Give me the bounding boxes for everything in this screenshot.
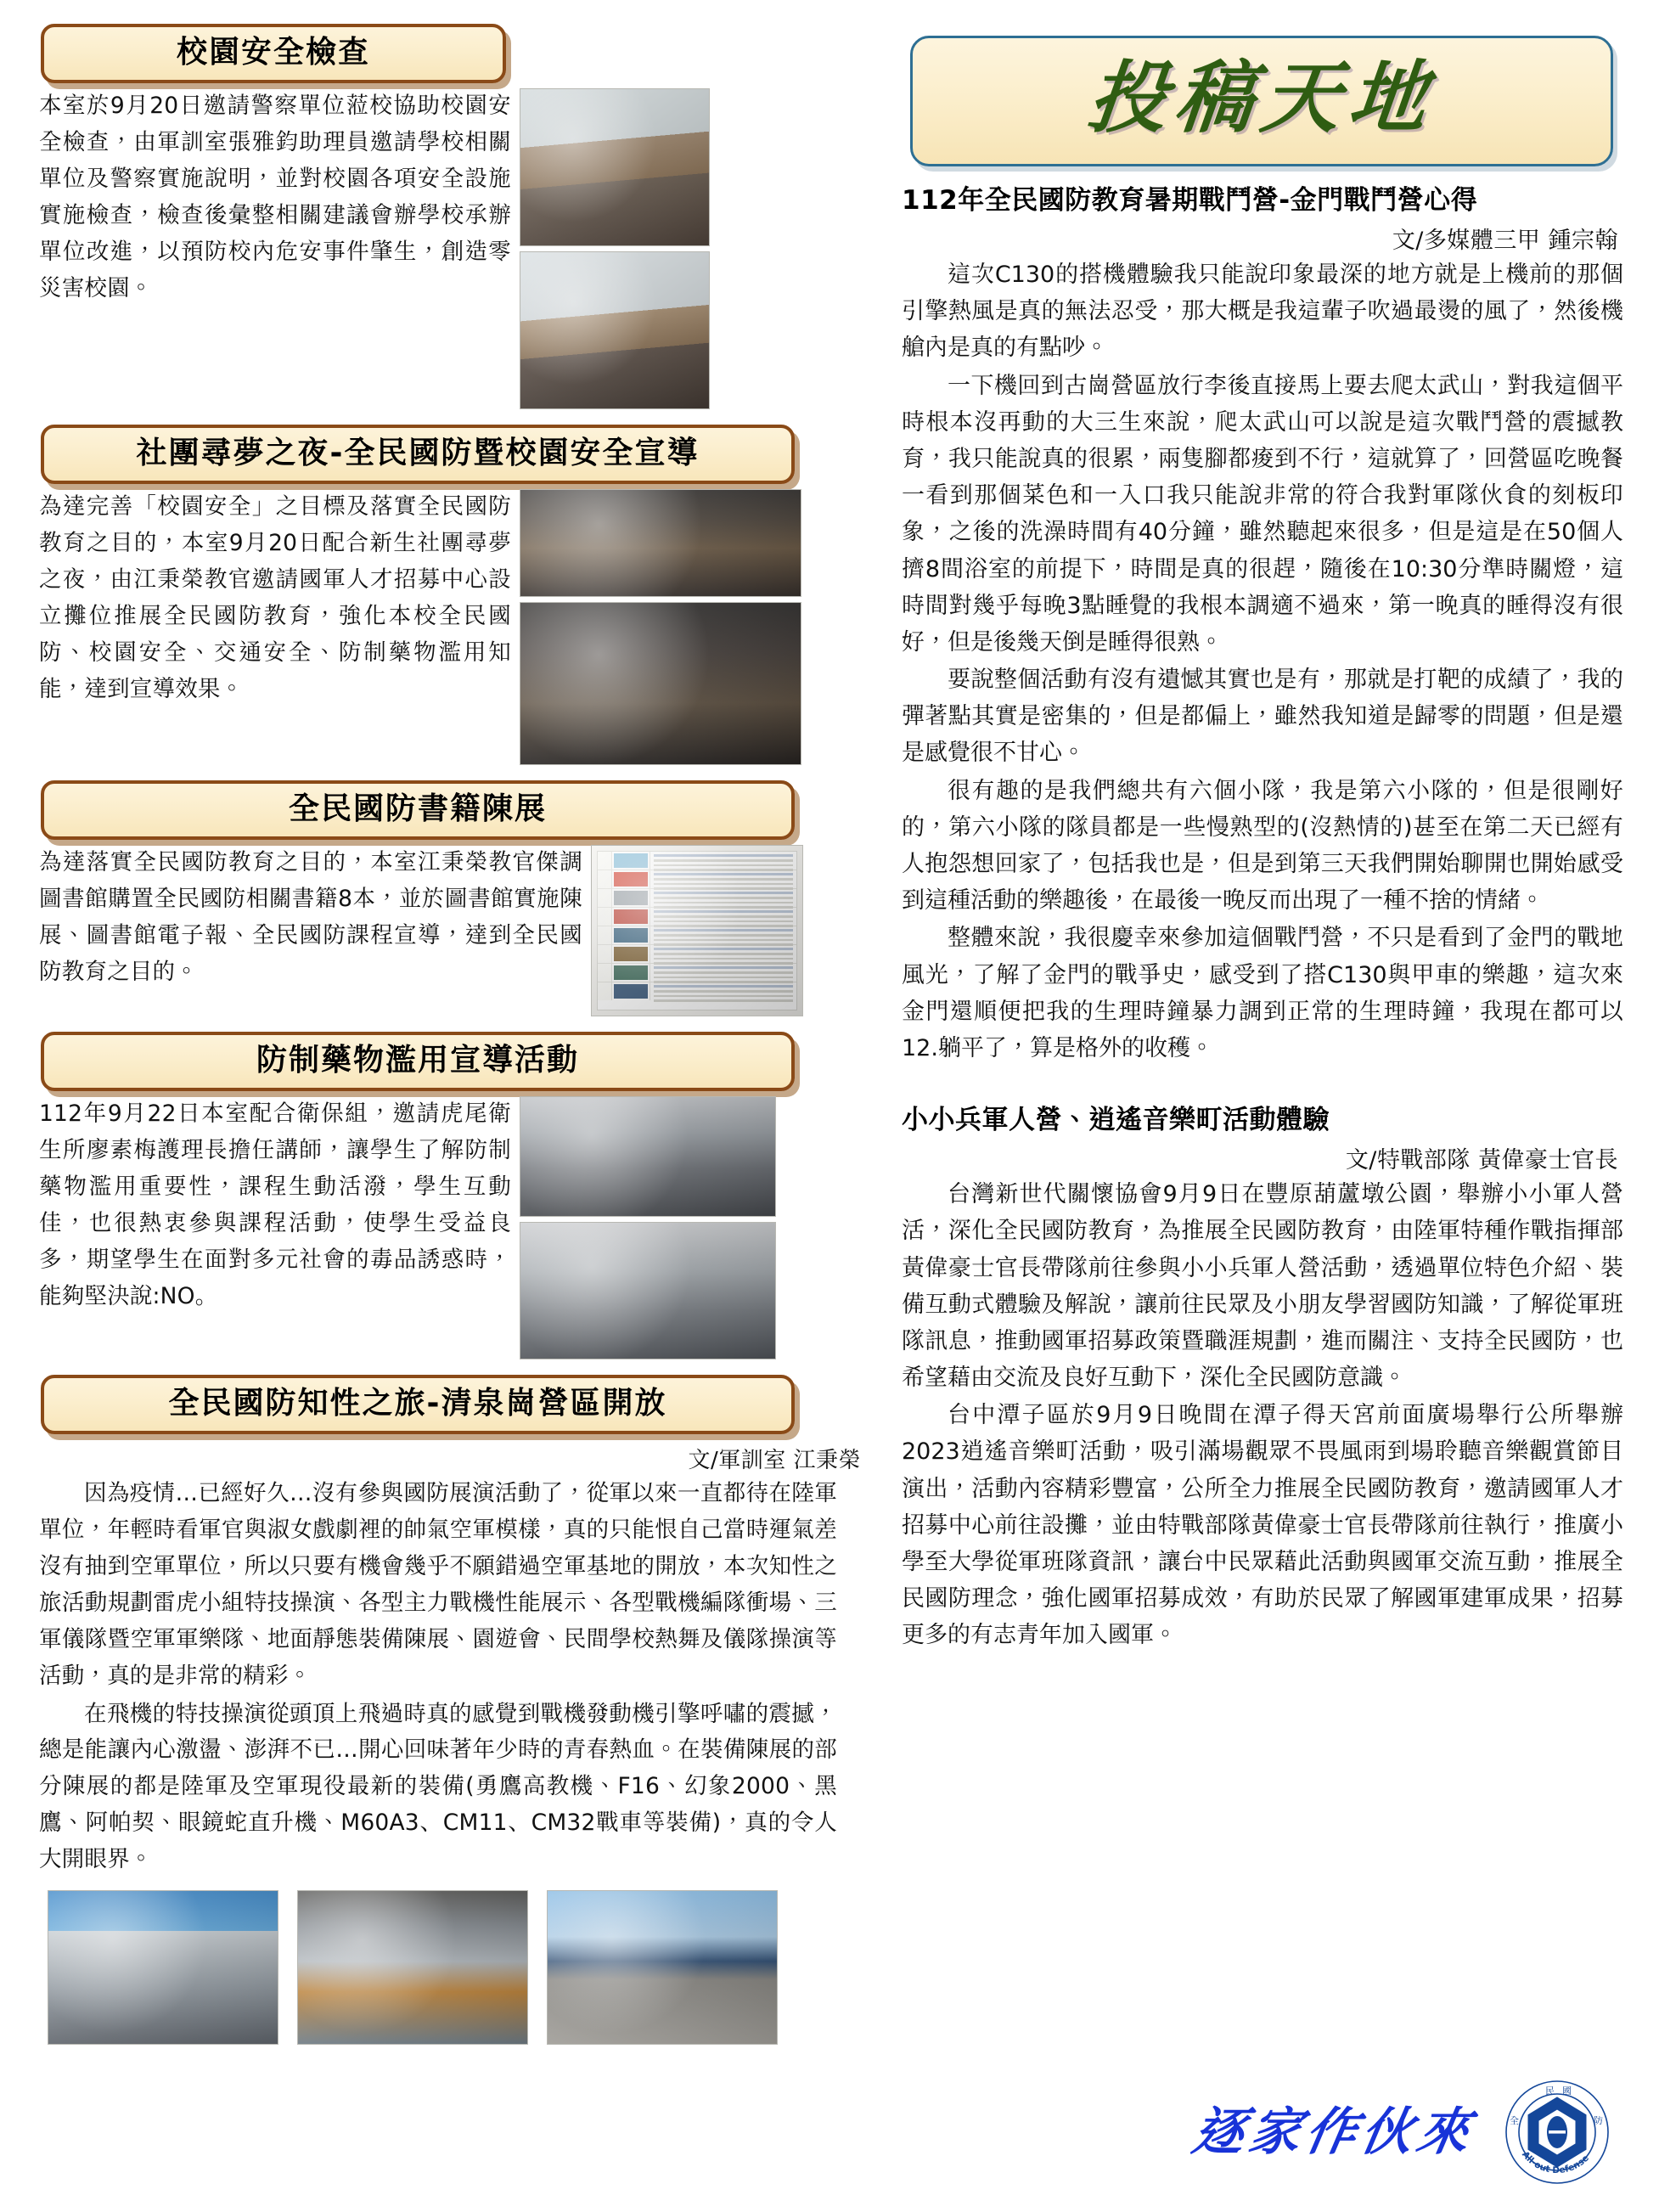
svg-text:防: 防 [1594, 2115, 1603, 2126]
photo-club-night-1 [520, 489, 801, 597]
photo-safety-meeting-1 [520, 88, 710, 246]
article-paragraph: 很有趣的是我們總共有六個小隊，我是第六小隊的，但是很剛好的，第六小隊的隊員都是一些慢熟型的(沒熱情的)甚至在第二天已經有人抱怨想回家了，包括我也是，但是到第三天我們開始聊開也開始感受到這種活動的樂趣後，在最後一晚反而出現了一種不捨的情緒。 [902, 777, 1623, 915]
article-byline: 文/特戰部隊 黃偉豪士官長 [1345, 1147, 1618, 1174]
left-column [29, 24, 878, 2188]
article-title: 112年全民國防教育暑期戰鬥營-金門戰鬥營心得 [902, 185, 1478, 216]
article-title: 小小兵軍人營、逍遙音樂町活動體驗 [902, 1105, 1330, 1136]
section-body-text: 本室於9月20日邀請警察單位蒞校協助校園安全檢查，由軍訓室張雅鈞助理員邀請學校相關單位及警察實施說明，並對校園各項安全設施實施檢查，檢查後彙整相關建議會辦學校承辦單位改進，以預防校內危安事件肇生，創造零災害校園。 [39, 93, 511, 301]
photo-drug-lecture-2 [520, 1222, 776, 1359]
section-photo-group [520, 1096, 776, 1359]
section-banner [41, 425, 795, 484]
section-photo-group [520, 489, 801, 765]
article-kinmen-combat-camp [902, 178, 1623, 1067]
svg-text:全: 全 [1510, 2115, 1519, 2126]
article-byline: 文/多媒體三甲 鍾宗翰 [1392, 228, 1618, 254]
photo-safety-meeting-2 [520, 251, 710, 409]
section-photo-group [520, 88, 710, 409]
section-defense-tour [29, 1375, 878, 2045]
article-paragraph: 這次C130的搭機體驗我只能說印象最深的地方就是上機前的那個引擎熱風是真的無法忍受，那大概是我這輩子吹過最燙的風了，然後機艙內是真的有點吵。 [902, 262, 1623, 362]
section-title: 防制藥物濫用宣導活動 [256, 1043, 579, 1078]
photo-tour-exhibit-booth [297, 1890, 528, 2045]
article-paragraph: 要說整個活動有沒有遺憾其實也是有，那就是打靶的成績了，我的彈著點其實是密集的，但是都偏上，雖然我知道是歸零的問題，但是還是感覺很不甘心。 [902, 667, 1623, 767]
section-byline: 文/軍訓室 江秉榮 [688, 1448, 861, 1473]
section-paragraph: 在飛機的特技操演從頭頂上飛過時真的感覺到戰機發動機引擎呼嘯的震撼，總是能讓內心激盪、澎湃不已…開心回味著年少時的青春熱血。在裝備陳展的部分陳展的都是陸軍及空軍現役最新的裝備(勇鷹高教機、F16、幻象2000、黑鷹、阿帕契、眼鏡蛇直升機、M60A3、CM11、CM32戰車等裝備)，真的令人大開眼界。 [39, 1700, 837, 1873]
article-paragraph: 台中潭子區於9月9日晚間在潭子得天宮前面廣場舉行公所舉辦 2023逍遙音樂町活動，吸引滿場觀眾不畏風雨到場聆聽音樂觀賞節目演出，活動內容精彩豐富，公所全力推展全民國防教育，邀請國軍人才招募中心前往設攤，並由特戰部隊黃偉豪士官長帶隊前往執行，推廣小學至大學從軍班隊資訊，讓台中民眾藉此活動與國軍交流互動，推展全民國防理念，強化國軍招募成效，有助於民眾了解國軍建軍成果，招募更多的有志青年加入國軍。 [902, 1402, 1623, 1649]
svg-text:All-out Defense: All-out Defense [1520, 2149, 1591, 2176]
contributions-hero-banner [910, 36, 1613, 166]
bottom-photo-strip [48, 1890, 878, 2045]
hero-banner-title: 投稿天地 [1083, 52, 1441, 144]
footer-slogan: 逐家作伙來 [1188, 2102, 1480, 2162]
section-defense-book-exhibition [29, 780, 878, 1016]
all-out-defense-emblem-icon [1504, 2080, 1610, 2185]
photo-club-night-2 [520, 602, 801, 765]
footer-mark [902, 2080, 1623, 2185]
article-paragraph: 一下機回到古崗營區放行李後直接馬上要去爬太武山，對我這個平時根本沒再動的大三生來說，爬太武山可以說是這次戰鬥營的震撼教育，我只能說真的很累，兩隻腳都痠到不行，這就算了，回營區吃晚餐一看到那個菜色和一入口我只能說非常的符合我對軍隊伙食的刻板印象，之後的洗澡時間有40分鐘，雖然聽起來很多，但是這是在50個人擠8間浴室的前提下，時間是真的很趕，隨後在10:30分準時關燈，這時間對幾乎每晚3點睡覺的我根本調適不過來，第一晚真的睡得沒有很好，但是後幾天倒是睡得很熟。 [902, 372, 1623, 656]
svg-text:民: 民 [1545, 2085, 1555, 2097]
right-column [902, 24, 1623, 2188]
section-banner [41, 780, 795, 840]
section-drug-abuse-prevention [29, 1032, 878, 1359]
article-little-soldier-camp [902, 1098, 1623, 1653]
section-banner [41, 1032, 795, 1091]
section-campus-safety-inspection [29, 24, 878, 409]
section-body-text: 為達落實全民國防教育之目的，本室江秉榮教官傑調圖書館購置全民國防相關書籍8本，並於圖書館實施陳展、圖書館電子報、全民國防課程宣導，達到全民國防教育之目的。 [39, 849, 582, 985]
photo-drug-lecture-1 [520, 1096, 776, 1217]
photo-tour-fighter-jet [547, 1890, 778, 2045]
section-banner [41, 1375, 795, 1434]
section-title: 社團尋夢之夜-全民國防暨校園安全宣導 [136, 436, 700, 470]
section-title: 全民國防書籍陳展 [288, 791, 547, 826]
section-title: 校園安全檢查 [176, 35, 370, 70]
section-title: 全民國防知性之旅-清泉崗營區開放 [168, 1386, 667, 1421]
section-photo-group [591, 845, 803, 1016]
article-spacer [902, 1067, 1623, 1091]
section-body-text: 112年9月22日本室配合衛保組，邀請虎尾衛生所廖素梅護理長擔任講師，讓學生了解防制藥物濫用重要性，課程生動活潑，學生互動佳，也很熱衷參與課程活動，使學生受益良多，期望學生在面對多元社會的毒品誘惑時，能夠堅決說:NO。 [39, 1100, 511, 1309]
photo-book-list-table [591, 845, 803, 1016]
section-club-dream-night [29, 425, 878, 765]
article-paragraph: 整體來說，我很慶幸來參加這個戰鬥營，不只是看到了金門的戰地風光，了解了金門的戰爭史，感受到了搭C130與甲車的樂趣，這次來金門還順便把我的生理時鐘暴力調到正常的生理時鐘，我現在都可以12.躺平了，算是格外的收穫。 [902, 925, 1623, 1061]
section-paragraph: 因為疫情…已經好久…沒有參與國防展演活動了，從軍以來一直都待在陸軍單位，年輕時看軍官與淑女戲劇裡的帥氣空軍模樣，真的只能恨自己當時運氣差沒有抽到空軍單位，所以只要有機會幾乎不願錯過空軍基地的開放，本次知性之旅活動規劃雷虎小組特技操演、各型主力戰機性能展示、各型戰機編隊衝場、三軍儀隊暨空軍軍樂隊、地面靜態裝備陳展、園遊會、民間學校熱舞及儀隊操演等活動，真的是非常的精彩。 [39, 1480, 837, 1689]
svg-text:國: 國 [1562, 2085, 1572, 2097]
section-body-text: 為達完善「校園安全」之目標及落實全民國防教育之目的，本室9月20日配合新生社團尋夢之夜，由江秉榮教官邀請國軍人才招募中心設立攤位推展全民國防教育，強化本校全民國防、校園安全、交通安全、防制藥物濫用知能，達到宣導效果。 [39, 493, 511, 702]
article-paragraph: 台灣新世代關懷協會9月9日在豐原葫蘆墩公園，舉辦小小軍人營活，深化全民國防教育，為推展全民國防教育，由陸軍特種作戰指揮部黃偉豪士官長帶隊前往參與小小兵軍人營活動，透過單位特色介紹、裝備互動式體驗及解說，讓前往民眾及小朋友學習國防知識，了解從軍班隊訊息，推動國軍招募政策暨職涯規劃，進而關注、支持全民國防，也希望藉由交流及良好互動下，深化全民國防意識。 [902, 1181, 1623, 1392]
section-banner [41, 24, 506, 83]
photo-tour-booth-tent [48, 1890, 278, 2045]
